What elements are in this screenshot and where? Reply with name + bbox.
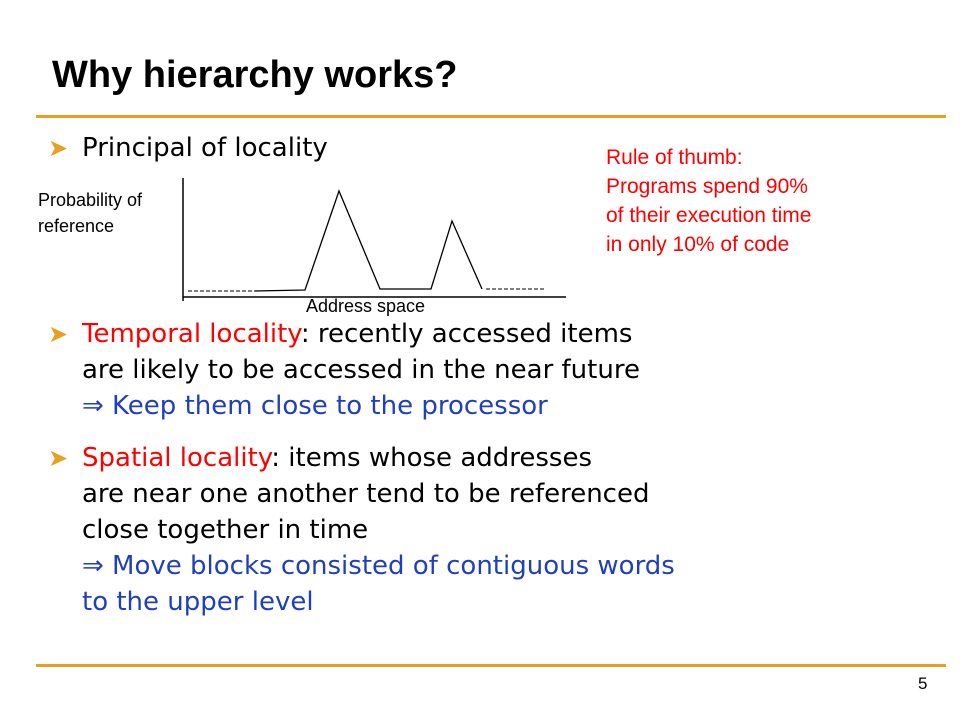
- bullet-text: Principal of locality: [82, 133, 328, 163]
- bullet-spatial-locality: [48, 440, 675, 620]
- axis-label-address-space: Address space: [306, 296, 426, 316]
- footer-divider: [36, 664, 946, 667]
- arrow-bullet-icon: ➤: [48, 134, 69, 162]
- bullet-temporal-locality: [48, 316, 640, 424]
- page-number: 5: [918, 674, 928, 693]
- axis-label-probability: Probability of reference: [38, 190, 143, 236]
- probability-curve: [255, 191, 482, 291]
- temporal-implication: ⇒ Keep them close to the processor: [82, 391, 548, 421]
- spatial-text: : items whose addresses: [271, 443, 593, 473]
- term-temporal-locality: Temporal locality: [82, 319, 301, 349]
- temporal-text: : recently accessed items: [300, 319, 633, 349]
- rule-of-thumb-note: Rule of thumb: Programs spend 90% of their execution time in only 10% of code: [606, 146, 812, 256]
- temporal-text-line2: are likely to be accessed in the near future: [82, 355, 640, 385]
- spatial-text-line3: close together in time: [82, 515, 369, 545]
- spatial-implication-line2: to the upper level: [82, 587, 314, 617]
- spatial-text-line2: are near one another tend to be referenced: [82, 479, 650, 509]
- slide-title: Why hierarchy works?: [52, 54, 458, 96]
- arrow-bullet-icon: ➤: [48, 444, 69, 472]
- arrow-bullet-icon: ➤: [48, 320, 69, 348]
- term-spatial-locality: Spatial locality: [82, 443, 272, 473]
- spatial-implication: ⇒ Move blocks consisted of contiguous words: [82, 551, 675, 581]
